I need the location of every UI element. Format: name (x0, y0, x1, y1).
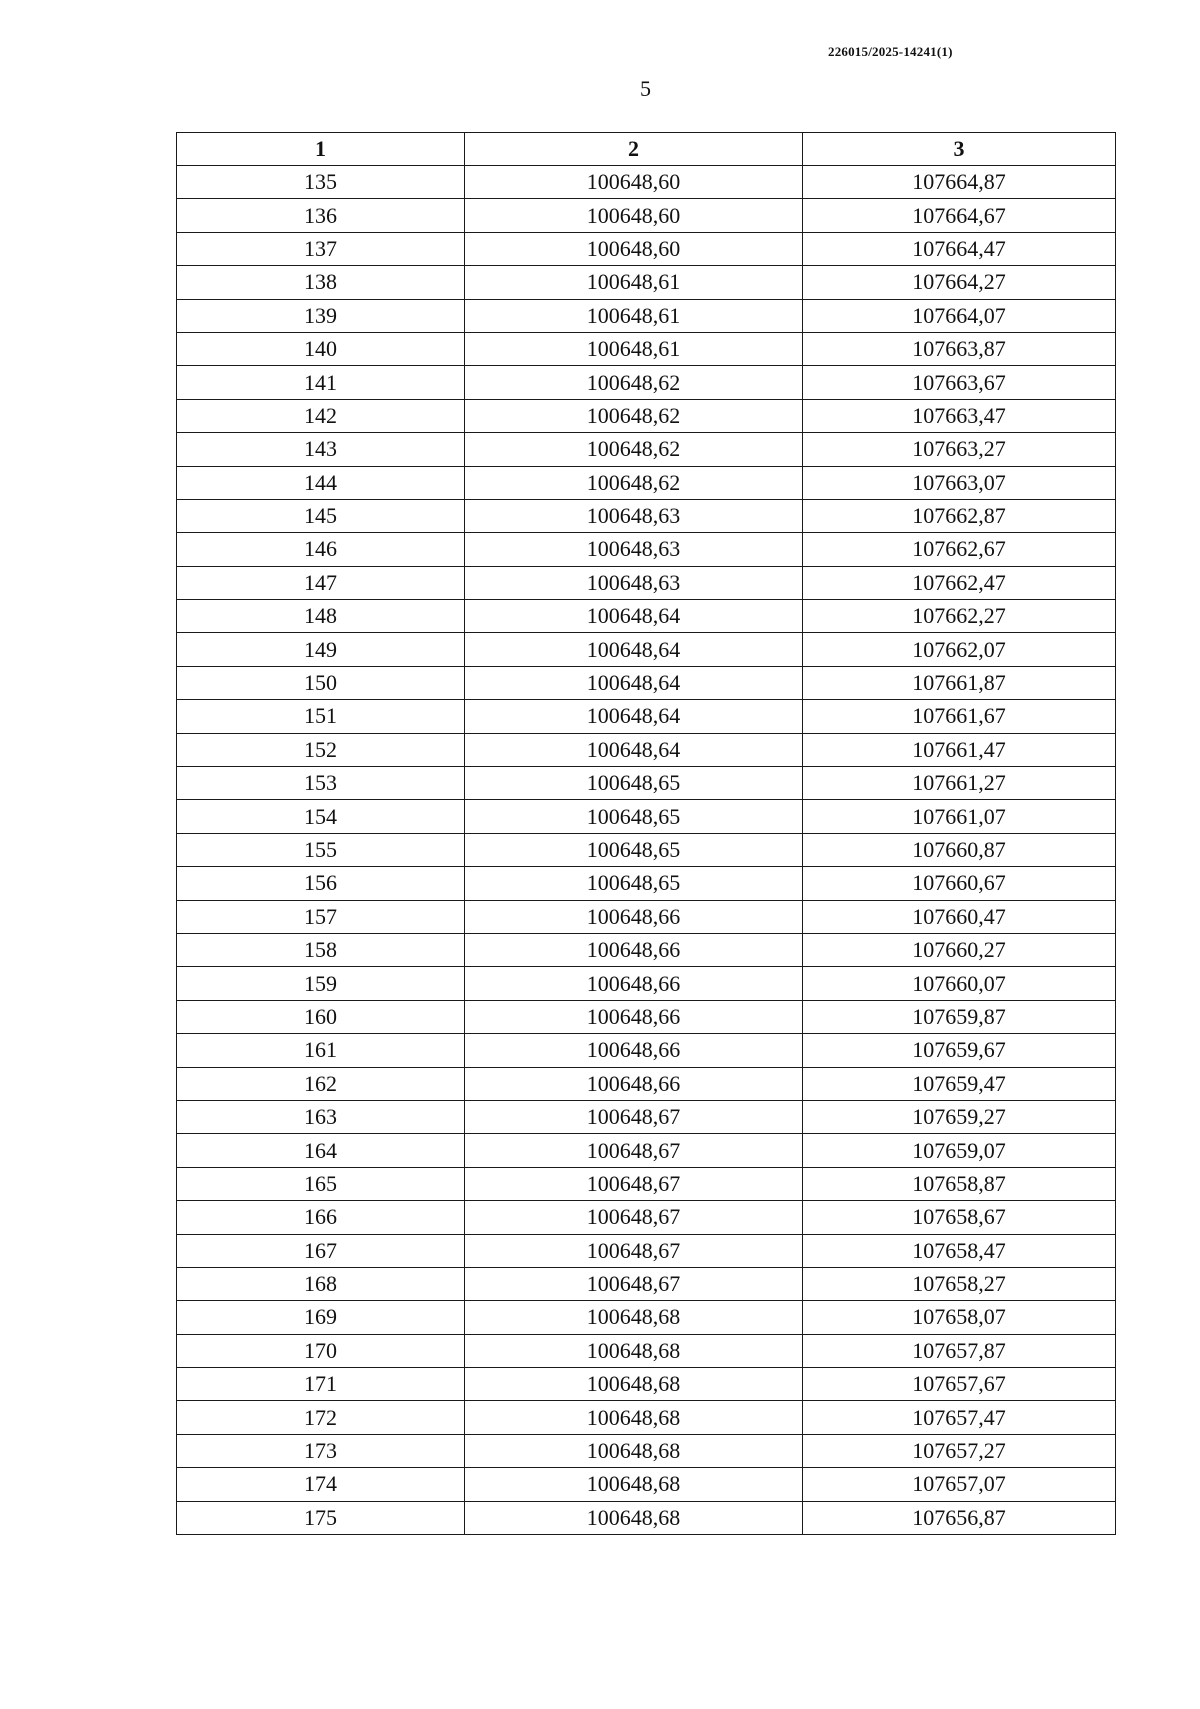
table-cell: 107659,47 (803, 1067, 1116, 1100)
table-cell: 107663,07 (803, 466, 1116, 499)
table-cell: 100648,62 (465, 366, 803, 399)
table-cell: 140 (177, 332, 465, 365)
table-cell: 107657,07 (803, 1468, 1116, 1501)
table-cell: 100648,60 (465, 232, 803, 265)
table-cell: 100648,65 (465, 833, 803, 866)
table-row (177, 600, 1116, 633)
table-cell: 107662,07 (803, 633, 1116, 666)
table-row (177, 1034, 1116, 1067)
table-cell: 107660,07 (803, 967, 1116, 1000)
table-cell: 170 (177, 1334, 465, 1367)
table-row (177, 1201, 1116, 1234)
table-row (177, 800, 1116, 833)
table-row (177, 1134, 1116, 1167)
coordinates-table (176, 132, 1116, 1535)
table-cell: 156 (177, 867, 465, 900)
table-cell: 100648,67 (465, 1167, 803, 1200)
table-cell: 107659,07 (803, 1134, 1116, 1167)
table-cell: 107660,87 (803, 833, 1116, 866)
table-row (177, 499, 1116, 532)
table-cell: 151 (177, 700, 465, 733)
table-cell: 100648,64 (465, 733, 803, 766)
table-cell: 100648,66 (465, 1067, 803, 1100)
table-cell: 100648,68 (465, 1368, 803, 1401)
table-cell: 164 (177, 1134, 465, 1167)
table-cell: 100648,66 (465, 1034, 803, 1067)
table-cell: 100648,64 (465, 700, 803, 733)
table-row (177, 1368, 1116, 1401)
table-cell: 163 (177, 1100, 465, 1133)
table-row (177, 566, 1116, 599)
table-row (177, 1100, 1116, 1133)
table-cell: 107659,87 (803, 1000, 1116, 1033)
table-cell: 142 (177, 399, 465, 432)
table-cell: 158 (177, 933, 465, 966)
table-cell: 149 (177, 633, 465, 666)
table-cell: 100648,65 (465, 867, 803, 900)
document-id: 226015/2025-14241(1) (828, 44, 953, 59)
table-cell: 148 (177, 600, 465, 633)
table-cell: 171 (177, 1368, 465, 1401)
table-row (177, 867, 1116, 900)
table-cell: 160 (177, 1000, 465, 1033)
column-header: 3 (803, 133, 1116, 166)
table-cell: 107662,67 (803, 533, 1116, 566)
table-row (177, 1434, 1116, 1467)
table-cell: 154 (177, 800, 465, 833)
table-cell: 107658,47 (803, 1234, 1116, 1267)
table-cell: 100648,61 (465, 332, 803, 365)
header-row (177, 133, 1116, 166)
table-row (177, 666, 1116, 699)
table-row (177, 166, 1116, 199)
table-cell: 138 (177, 266, 465, 299)
table-cell: 155 (177, 833, 465, 866)
table-row (177, 232, 1116, 265)
table-row (177, 833, 1116, 866)
table-cell: 107663,67 (803, 366, 1116, 399)
table-cell: 107664,07 (803, 299, 1116, 332)
table-cell: 135 (177, 166, 465, 199)
table-cell: 100648,65 (465, 800, 803, 833)
table-cell: 107663,87 (803, 332, 1116, 365)
table-header (177, 133, 1116, 166)
table-cell: 107662,27 (803, 600, 1116, 633)
table-cell: 173 (177, 1434, 465, 1467)
table-cell: 100648,63 (465, 566, 803, 599)
table-row (177, 967, 1116, 1000)
table-cell: 100648,67 (465, 1201, 803, 1234)
table-cell: 107660,67 (803, 867, 1116, 900)
table-row (177, 1501, 1116, 1534)
table-cell: 100648,67 (465, 1134, 803, 1167)
table-cell: 107657,67 (803, 1368, 1116, 1401)
table-row (177, 433, 1116, 466)
table-cell: 107663,47 (803, 399, 1116, 432)
table-cell: 166 (177, 1201, 465, 1234)
table-cell: 100648,62 (465, 399, 803, 432)
page-number: 5 (640, 76, 651, 101)
table-cell: 153 (177, 767, 465, 800)
table-row (177, 933, 1116, 966)
table-cell: 143 (177, 433, 465, 466)
table-cell: 100648,64 (465, 633, 803, 666)
table-cell: 107660,47 (803, 900, 1116, 933)
table-row (177, 399, 1116, 432)
table-cell: 144 (177, 466, 465, 499)
table-cell: 100648,67 (465, 1100, 803, 1133)
table-cell: 167 (177, 1234, 465, 1267)
table-row (177, 466, 1116, 499)
table-cell: 107656,87 (803, 1501, 1116, 1534)
table-cell: 107658,07 (803, 1301, 1116, 1334)
table-cell: 107663,27 (803, 433, 1116, 466)
table-cell: 136 (177, 199, 465, 232)
table-cell: 147 (177, 566, 465, 599)
table-cell: 100648,63 (465, 533, 803, 566)
table-cell: 100648,64 (465, 666, 803, 699)
table-row (177, 1067, 1116, 1100)
table-cell: 146 (177, 533, 465, 566)
table-cell: 107661,87 (803, 666, 1116, 699)
table-row (177, 366, 1116, 399)
table-body (177, 166, 1116, 1535)
table-cell: 172 (177, 1401, 465, 1434)
table-cell: 100648,60 (465, 199, 803, 232)
table-cell: 100648,68 (465, 1334, 803, 1367)
table-cell: 100648,68 (465, 1301, 803, 1334)
table-row (177, 633, 1116, 666)
table-cell: 107660,27 (803, 933, 1116, 966)
table-cell: 100648,67 (465, 1234, 803, 1267)
table-row (177, 332, 1116, 365)
table-cell: 107657,47 (803, 1401, 1116, 1434)
table-cell: 107661,47 (803, 733, 1116, 766)
table-cell: 100648,66 (465, 967, 803, 1000)
table-cell: 152 (177, 733, 465, 766)
table-cell: 107664,47 (803, 232, 1116, 265)
table-cell: 145 (177, 499, 465, 532)
table-cell: 107658,67 (803, 1201, 1116, 1234)
table-cell: 100648,63 (465, 499, 803, 532)
table-row (177, 900, 1116, 933)
table-row (177, 733, 1116, 766)
table-cell: 107657,27 (803, 1434, 1116, 1467)
table-cell: 159 (177, 967, 465, 1000)
table-row (177, 533, 1116, 566)
table-cell: 137 (177, 232, 465, 265)
table-cell: 100648,61 (465, 299, 803, 332)
table-row (177, 1234, 1116, 1267)
table-cell: 100648,66 (465, 1000, 803, 1033)
table-cell: 174 (177, 1468, 465, 1501)
table-cell: 107661,07 (803, 800, 1116, 833)
table-cell: 107661,67 (803, 700, 1116, 733)
table-cell: 107659,27 (803, 1100, 1116, 1133)
table-row (177, 299, 1116, 332)
table-cell: 107661,27 (803, 767, 1116, 800)
table-cell: 107658,27 (803, 1267, 1116, 1300)
column-header: 2 (465, 133, 803, 166)
table-cell: 107657,87 (803, 1334, 1116, 1367)
table-cell: 100648,68 (465, 1434, 803, 1467)
table-cell: 100648,67 (465, 1267, 803, 1300)
table-row (177, 199, 1116, 232)
table-cell: 161 (177, 1034, 465, 1067)
table-cell: 100648,62 (465, 433, 803, 466)
table-cell: 168 (177, 1267, 465, 1300)
table-cell: 100648,68 (465, 1501, 803, 1534)
table-cell: 107662,87 (803, 499, 1116, 532)
table-row (177, 700, 1116, 733)
table-cell: 100648,66 (465, 933, 803, 966)
table-row (177, 767, 1116, 800)
table-row (177, 266, 1116, 299)
table-cell: 100648,61 (465, 266, 803, 299)
table-cell: 100648,65 (465, 767, 803, 800)
table-cell: 100648,64 (465, 600, 803, 633)
table-cell: 107664,87 (803, 166, 1116, 199)
table-row (177, 1000, 1116, 1033)
table-cell: 150 (177, 666, 465, 699)
table-cell: 169 (177, 1301, 465, 1334)
table-cell: 107662,47 (803, 566, 1116, 599)
table-cell: 175 (177, 1501, 465, 1534)
table-cell: 165 (177, 1167, 465, 1200)
table-row (177, 1468, 1116, 1501)
table-cell: 100648,68 (465, 1401, 803, 1434)
table-row (177, 1334, 1116, 1367)
table-cell: 107664,67 (803, 199, 1116, 232)
table-cell: 107659,67 (803, 1034, 1116, 1067)
table-row (177, 1301, 1116, 1334)
table-cell: 162 (177, 1067, 465, 1100)
table-row (177, 1167, 1116, 1200)
table-cell: 157 (177, 900, 465, 933)
table-cell: 100648,68 (465, 1468, 803, 1501)
column-header: 1 (177, 133, 465, 166)
table-cell: 139 (177, 299, 465, 332)
table-row (177, 1267, 1116, 1300)
table-cell: 107664,27 (803, 266, 1116, 299)
table-cell: 100648,66 (465, 900, 803, 933)
table-row (177, 1401, 1116, 1434)
table-cell: 107658,87 (803, 1167, 1116, 1200)
table-cell: 100648,60 (465, 166, 803, 199)
table-cell: 141 (177, 366, 465, 399)
table-cell: 100648,62 (465, 466, 803, 499)
